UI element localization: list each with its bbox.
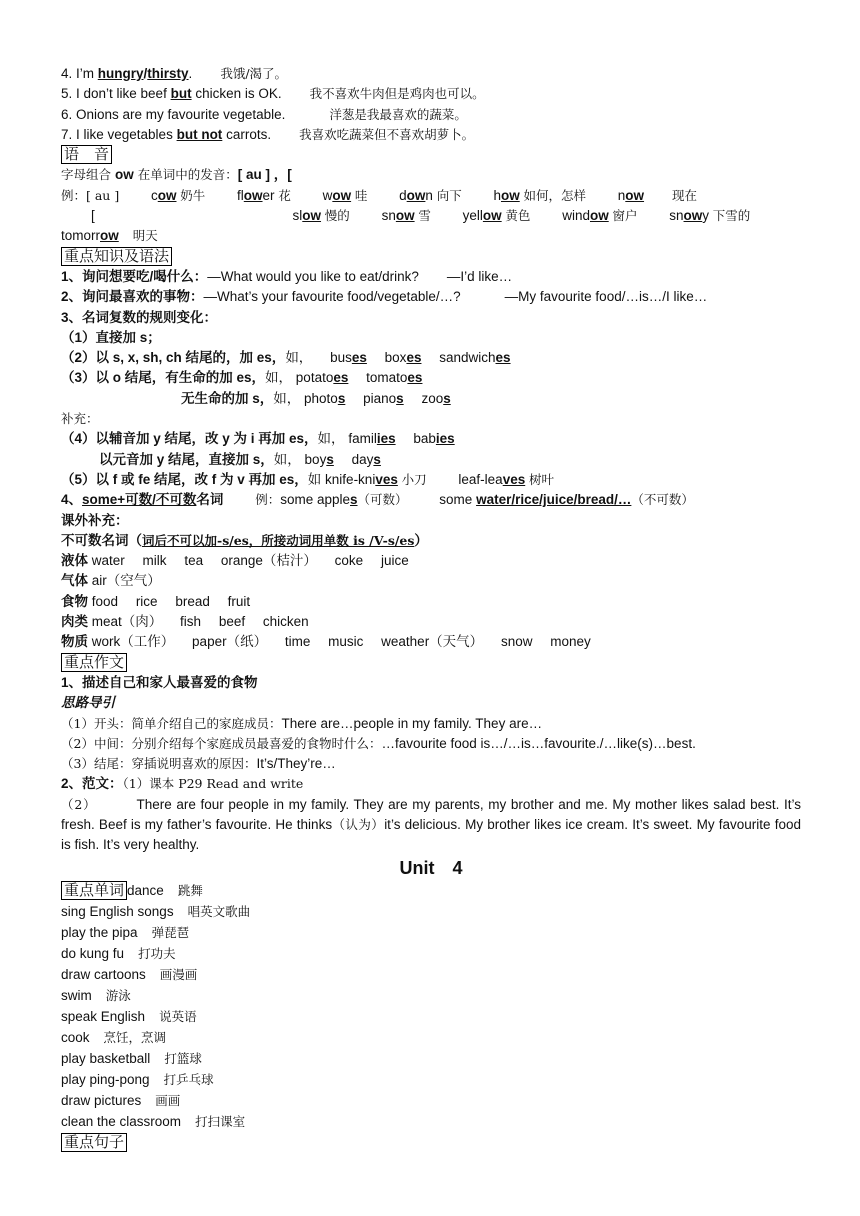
phonics-examples-2 [61, 206, 801, 226]
keyword-hungry: hungry [97, 66, 144, 81]
word-slow: slow 慢的 [292, 208, 350, 224]
translation: 我不喜欢牛肉但是鸡肉也可以。 [309, 86, 485, 102]
plural-rule-3: （3）以 o 结尾，有生命的加 es，如， potatoes tomatoes [61, 370, 423, 386]
grammar-point-2: 2、询问最喜欢的事物：—What’s your favourite food/vegetable/…? —My favourite food/…is…/I like… [61, 289, 708, 305]
sentences-heading-line [61, 1132, 801, 1154]
sentences-heading: 重点句子 [61, 1133, 127, 1152]
vocab-row: swim 游泳 [61, 987, 131, 1003]
writing-task-2: 2、范文：（1）课本 P29 Read and write [61, 776, 304, 792]
word-yellow: yellow 黄色 [462, 208, 531, 224]
plural-rule-4: （4）以辅音加 y 结尾，改 y 为 i 再加 es，如， families babies [61, 431, 455, 447]
unit-title: Unit 4 [399, 857, 463, 878]
vocab-row: do kung fu 打功夫 [61, 945, 176, 961]
extra-label: 课外补充： [61, 512, 129, 528]
guide-step-3: （3）结尾：穿插说明喜欢的原因：It’s/They’re… [61, 756, 336, 772]
plural-rule-5: （5）以 f 或 fe 结尾，改 f 为 v 再加 es，如 knife-knives 小刀 leaf-leaves 树叶 [61, 471, 554, 487]
plural-rule-1: （1）直接加 s； [61, 329, 161, 345]
word-now: now 现在 [617, 187, 698, 203]
vocab-row: play basketball 打篮球 [61, 1050, 202, 1066]
slash: / [143, 66, 148, 81]
vocab-row: play the pipa 弹琵琶 [61, 924, 190, 940]
category-matter: 物质 work（工作） paper（纸） time music weather（天气） snow money [61, 634, 591, 650]
vocab-row: clean the classroom 打扫课室 [61, 1113, 246, 1129]
sentence-4 [61, 64, 801, 84]
phonics-examples-3 [61, 226, 801, 246]
plural-rule-4b: 以元音加 y 结尾，直接加 s，如， boys days [99, 451, 381, 467]
example-label: 例：[ au ] [61, 187, 120, 203]
text: 7. I like vegetables [61, 126, 177, 142]
text: 4. I’m [61, 66, 98, 81]
category-gas: 气体 air（空气） [61, 573, 161, 589]
vocab-row: draw cartoons 画漫画 [61, 966, 198, 982]
grammar-point-4: 4、some+可数/不可数名词 例：some apples（可数） some water/rice/juice/bread/…（不可数） [61, 492, 694, 508]
text: 6. Onions are my favourite vegetable. [61, 106, 286, 122]
grammar-heading: 重点知识及语法 [61, 247, 172, 266]
writing-guide: 思路导引 [61, 695, 115, 711]
supplement-label: 补充： [61, 411, 99, 427]
translation: 我饿/渴了。 [220, 66, 288, 81]
writing-task-1: 1、描述自己和家人最喜爱的食物 [61, 674, 258, 690]
guide-step-1: （1）开头：简单介绍自己的家庭成员：There are…people in my family. They are… [61, 715, 543, 731]
word-how: how 如何，怎样 [493, 187, 587, 203]
vocab-row: draw pictures 画画 [61, 1092, 181, 1108]
word-window: window 窗户 [562, 208, 638, 224]
vocab-row: sing English songs 唱英文歌曲 [61, 903, 251, 919]
uncountable-heading: 不可数名词（词后不可以加-s/es，所接动词用单数 is /V-s/es） [61, 532, 428, 548]
category-liquid: 液体 water milk tea orange（桔汁） coke juice [61, 553, 409, 569]
bracket: [ [91, 208, 95, 224]
sentence-7 [61, 125, 801, 145]
text: carrots. [222, 126, 272, 142]
keyword-but: but [170, 86, 192, 102]
text: chicken is OK. [191, 86, 282, 102]
text: 在单词中的发音： [133, 167, 238, 183]
vocab-row-0: 重点单词 dance 跳舞 [61, 880, 801, 901]
grammar-heading-line [61, 247, 801, 267]
phonetic: [ au ] ，[ [237, 167, 292, 183]
vocab-heading: 重点单词 [61, 881, 127, 900]
word-down: down 向下 [399, 187, 462, 203]
word-tomorrow: tomorrow 明天 [61, 228, 158, 244]
grammar-point-3: 3、名词复数的规则变化： [61, 309, 218, 325]
sentence-6 [61, 105, 801, 125]
category-meat: 肉类 meat（肉） fish beef chicken [61, 614, 309, 630]
guide-step-2: （2）中间：分别介绍每个家庭成员最喜爱的食物时什么：…favourite food is…/…is…favourite./…like(s)…best. [61, 735, 696, 751]
word-snowy: snowy 下雪的 [669, 208, 751, 224]
word-flower: flower 花 [237, 187, 291, 203]
keyword-thirsty: thirsty [147, 66, 189, 81]
vocab-row: cook 烹饪，烹调 [61, 1029, 167, 1045]
word-cow: cow 奶牛 [150, 187, 206, 203]
word-snow: snow 雪 [381, 208, 431, 224]
model-essay: （2） There are four people in my family. They are my parents, my brother and me. My mother likes salad best. It’s fresh. Beef is my father’s favourite. He thinks（认为）it’s delicious. My brother likes ice cream. It’s sweet. My favourite food is fish. It’s very healthy. [61, 796, 801, 853]
category-food: 食物 food rice bread fruit [61, 593, 251, 609]
vocab-row: play ping-pong 打乒乓球 [61, 1071, 214, 1087]
grammar-point-1: 1、询问想要吃/喝什么：—What would you like to eat/drink? —I’d like… [61, 268, 513, 284]
phonics-intro [61, 165, 801, 185]
writing-heading: 重点作文 [61, 653, 127, 672]
writing-heading-line [61, 653, 801, 673]
text: 字母组合 [61, 167, 115, 183]
sentence-5 [61, 84, 801, 104]
word-wow: wow 哇 [322, 187, 368, 203]
translation: 洋葱是我最喜欢的蔬菜。 [329, 106, 467, 122]
phonics-heading: 语 音 [61, 145, 112, 164]
translation: 我喜欢吃蔬菜但不喜欢胡萝卜。 [299, 126, 475, 142]
phonics-heading-line [61, 145, 801, 165]
text: 5. I don’t like beef [61, 86, 171, 102]
phonics-examples-1 [61, 186, 801, 206]
document-page [61, 64, 801, 1154]
text: . [188, 66, 193, 81]
vocab-row: speak English 说英语 [61, 1008, 197, 1024]
plural-rule-3b: 无生命的加 s，如， photos pianos zoos [181, 390, 451, 406]
keyword-but-not: but not [176, 126, 223, 142]
plural-rule-2: （2）以 s, x, sh, ch 结尾的，加 es，如， buses boxes sandwiches [61, 350, 511, 366]
keyword-ow: ow [114, 167, 134, 183]
